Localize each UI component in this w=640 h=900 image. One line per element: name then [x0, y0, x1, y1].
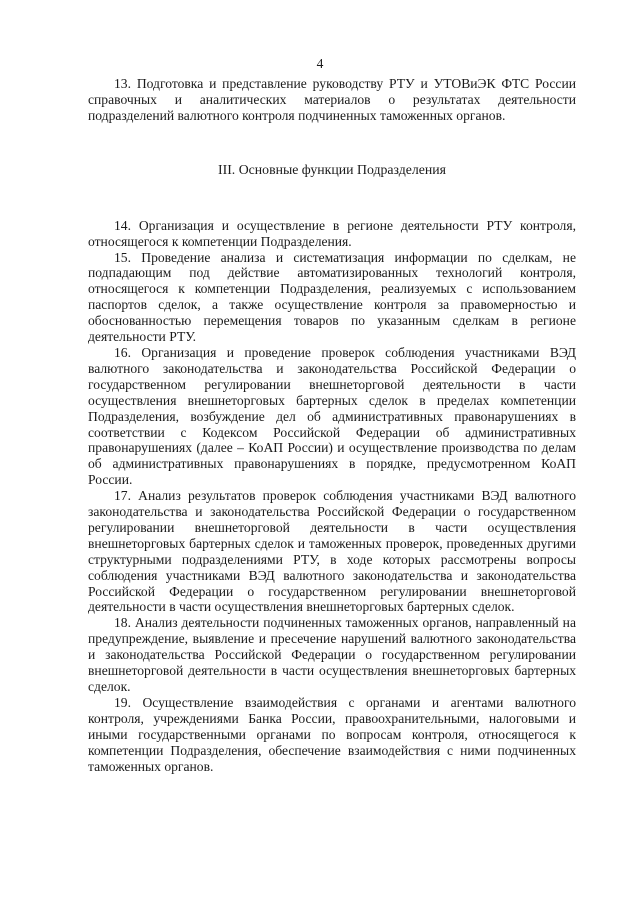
section-heading: III. Основные функции Подразделения: [218, 161, 446, 177]
paragraph-18: 18. Анализ деятельности подчиненных таможенных органов, направленный на предупреждение, выявление и пресечение нарушений валютного законодательства и законодательства Российской Федерации о государственном регулировании внешнеторговой деятельности в части осуществления внешнеторговых бартерных сделок.: [88, 615, 576, 694]
paragraph-15: 15. Проведение анализа и систематизация информации по сделкам, не подпадающим под действие автоматизированных технологий контроля, относящегося к компетенции Подразделения, реализуемых с использованием паспортов сделок, а также осуществление контроля за правомерностью и обоснованностью перемещения товаров по указанным сделкам в регионе деятельности РТУ.: [88, 249, 576, 345]
paragraph-13: 13. Подготовка и представление руководству РТУ и УТОВиЭК ФТС России справочных и аналитических материалов о результатах деятельности подразделений валютного контроля подчиненных таможенных органов.: [88, 76, 576, 123]
paragraph-19: 19. Осуществление взаимодействия с органами и агентами валютного контроля, учреждениями Банка России, правоохранительными, налоговыми и иными государственными органами по вопросам контроля, относящегося к компетенции Подразделения, обеспечение взаимодействия с ними подчиненных таможенных органов.: [88, 694, 576, 774]
document-body: [88, 76, 576, 774]
paragraph-14: 14. Организация и осуществление в регионе деятельности РТУ контроля, относящегося к компетенции Подразделения.: [88, 217, 576, 249]
paragraph-16: 16. Организация и проведение проверок соблюдения участниками ВЭД валютного законодательства и законодательства Российской Федерации о государственном регулировании внешнеторговой деятельности в части осуществления внешнеторговых бартерных сделок в пределах компетенции Подразделения, возбуждение дел об административных правонарушениях в соответствии с Кодексом Российской Федерации об административных правонарушениях (далее – КоАП России) и осуществление производства по делам об административных правонарушениях в порядке, предусмотренном КоАП России.: [88, 344, 576, 488]
page-number: 4: [316, 56, 324, 71]
paragraph-17: 17. Анализ результатов проверок соблюдения участниками ВЭД валютного законодательства и законодательства Российской Федерации о государственном регулировании внешнеторговой деятельности в части осуществления внешнеторговых бартерных сделок и таможенных проверок, проведенных другими структурными подразделениями РТУ, в ходе которых рассмотрены вопросы соблюдения участниками ВЭД валютного законодательства и законодательства Российской Федерации о государственном регулировании внешнеторговой деятельности в части осуществления внешнеторговых бартерных сделок.: [88, 488, 576, 615]
